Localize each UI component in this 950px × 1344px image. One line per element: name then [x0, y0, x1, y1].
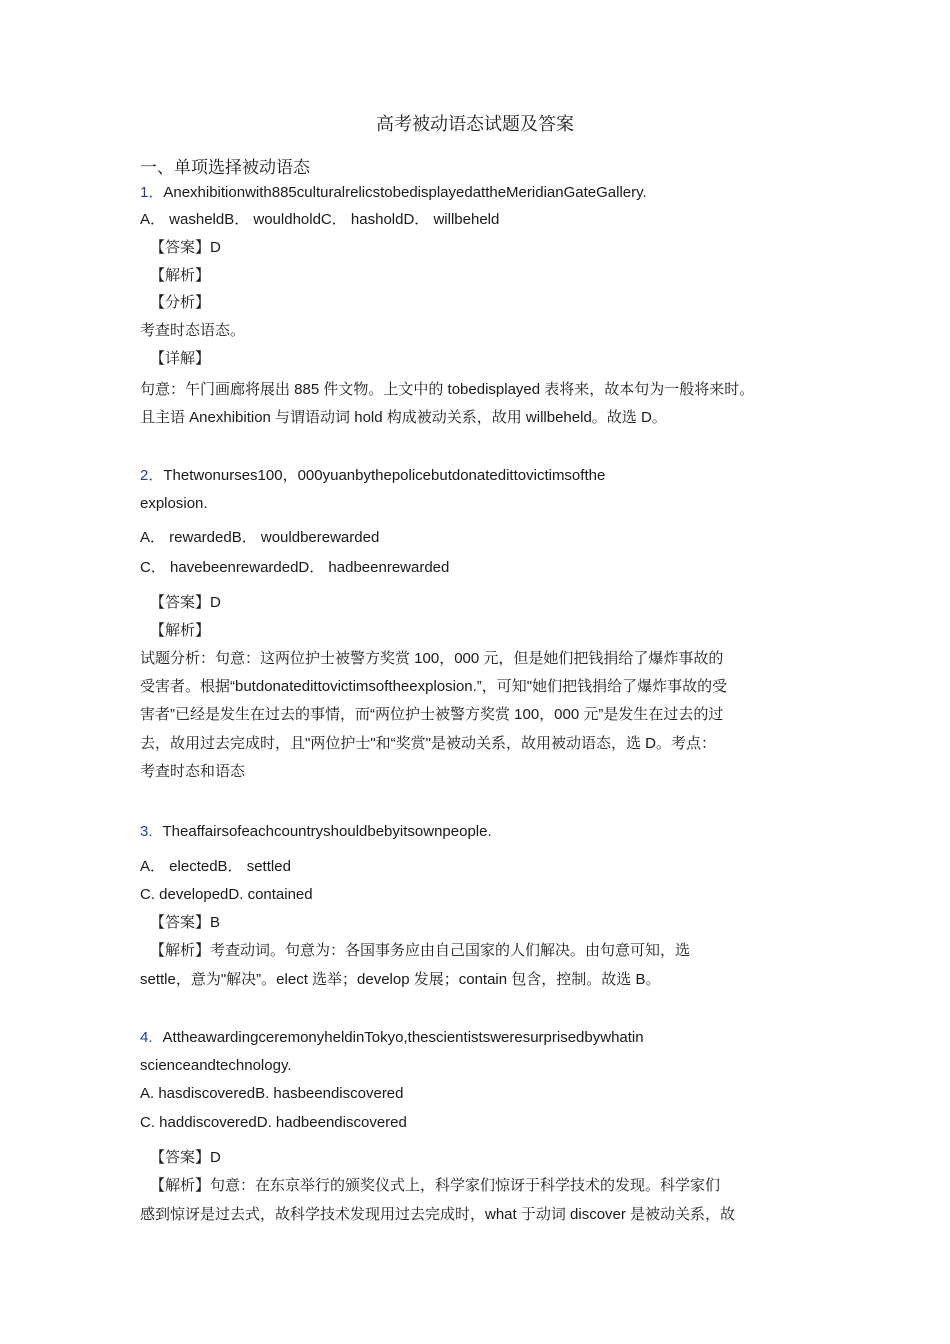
question-3-options-line-2: C. developedD. contained — [140, 886, 313, 903]
question-2-options-line-2: C． havebeenrewardedD． hadbeenrewarded — [140, 559, 450, 576]
question-text: Anexhibitionwith885culturalrelicstobedisplayedattheMeridianGateGallery. — [163, 184, 647, 201]
question-2-stem-line-1 — [140, 466, 605, 486]
question-2-explanation-line-5: 考查时态和语态 — [140, 763, 246, 780]
question-1-options: A． washeldB． wouldholdC． hasholdD． willbeheld — [140, 211, 500, 228]
question-2-explanation-line-3: 害者”已经是发生在过去的事情，而“两位护士被警方奖赏 100，000 元”是发生在过去的过 — [140, 706, 724, 723]
question-2-jiexi-label: 【解析】 — [150, 622, 211, 639]
question-number: 3. — [140, 823, 153, 840]
question-4-answer: 【答案】D — [150, 1149, 221, 1166]
question-2-stem-line-2: explosion. — [140, 495, 208, 512]
question-4-options-line-2: C. haddiscoveredD. hadbeendiscovered — [140, 1114, 407, 1131]
question-4-explanation-line-2: 感到惊讶是过去式，故科学技术发现用过去完成时，what 于动词 discover 是被动关系，故 — [140, 1206, 736, 1223]
question-2-answer: 【答案】D — [150, 594, 221, 611]
question-2-options-line-1: A． rewardedB． wouldberewarded — [140, 529, 380, 546]
question-4-stem-line-1 — [140, 1028, 644, 1048]
question-4-explanation-line-1: 【解析】句意：在东京举行的颁奖仪式上，科学家们惊讶于科学技术的发现。科学家们 — [150, 1177, 721, 1194]
question-1-detail-line-2: 且主语 Anexhibition 与谓语动词 hold 构成被动关系，故用 willbeheld。故选 D。 — [140, 409, 667, 426]
question-2-explanation-line-4: 去，故用过去完成时，且"两位护士"和“奖赏"是被动关系，故用被动语态，选 D。考点： — [140, 735, 716, 752]
question-number: 4. — [140, 1029, 153, 1046]
question-4-stem-line-2: scienceandtechnology. — [140, 1057, 292, 1074]
question-4-options-line-1: A. hasdiscoveredB. hasbeendiscovered — [140, 1085, 404, 1102]
question-1-fenxi-label: 【分析】 — [150, 294, 211, 311]
question-3-options-line-1: A． electedB． settled — [140, 858, 291, 875]
question-3-explanation-line-2: settle，意为"解决”。elect 选举；develop 发展；contain 包含，控制。故选 B。 — [140, 971, 661, 988]
question-3-explanation-line-1: 【解析】考查动词。句意为：各国事务应由自己国家的人们解决。由句意可知，选 — [150, 942, 691, 959]
question-1-fenxi-text: 考查时态语态。 — [140, 322, 246, 339]
question-3-answer: 【答案】B — [150, 914, 221, 931]
question-2-explanation-line-1: 试题分析：句意：这两位护士被警方奖赏 100，000 元，但是她们把钱捐给了爆炸事故的 — [140, 650, 724, 667]
question-1-jiexi-label: 【解析】 — [150, 267, 211, 284]
question-1-stem — [140, 183, 647, 203]
question-2-explanation-line-2: 受害者。根据“butdonatedittovictimsoftheexplosion.”，可知"她们把钱捐给了爆炸事故的受 — [140, 678, 728, 695]
question-1-xiangjie-label: 【详解】 — [150, 350, 211, 367]
question-number: 1． — [140, 184, 164, 201]
question-number: 2． — [140, 467, 164, 484]
question-text: AttheawardingceremonyheldinTokyo,thescientistsweresurprisedbywhatin — [162, 1029, 644, 1046]
question-text: Thetwonurses100，000yuanbythepolicebutdonatedittovictimsofthe — [163, 467, 606, 484]
section-heading: 一、单项选择被动语态 — [140, 158, 310, 177]
question-text: Theaffairsofeachcountryshouldbebyitsownpeople. — [162, 823, 492, 840]
document-title: 高考被动语态试题及答案 — [376, 114, 574, 134]
question-3-stem — [140, 822, 492, 842]
question-1-detail-line-1: 句意：午门画廊将展出 885 件文物。上文中的 tobedisplayed 表将来，故本句为一般将来时。 — [140, 381, 755, 398]
question-1-answer: 【答案】D — [150, 239, 221, 256]
